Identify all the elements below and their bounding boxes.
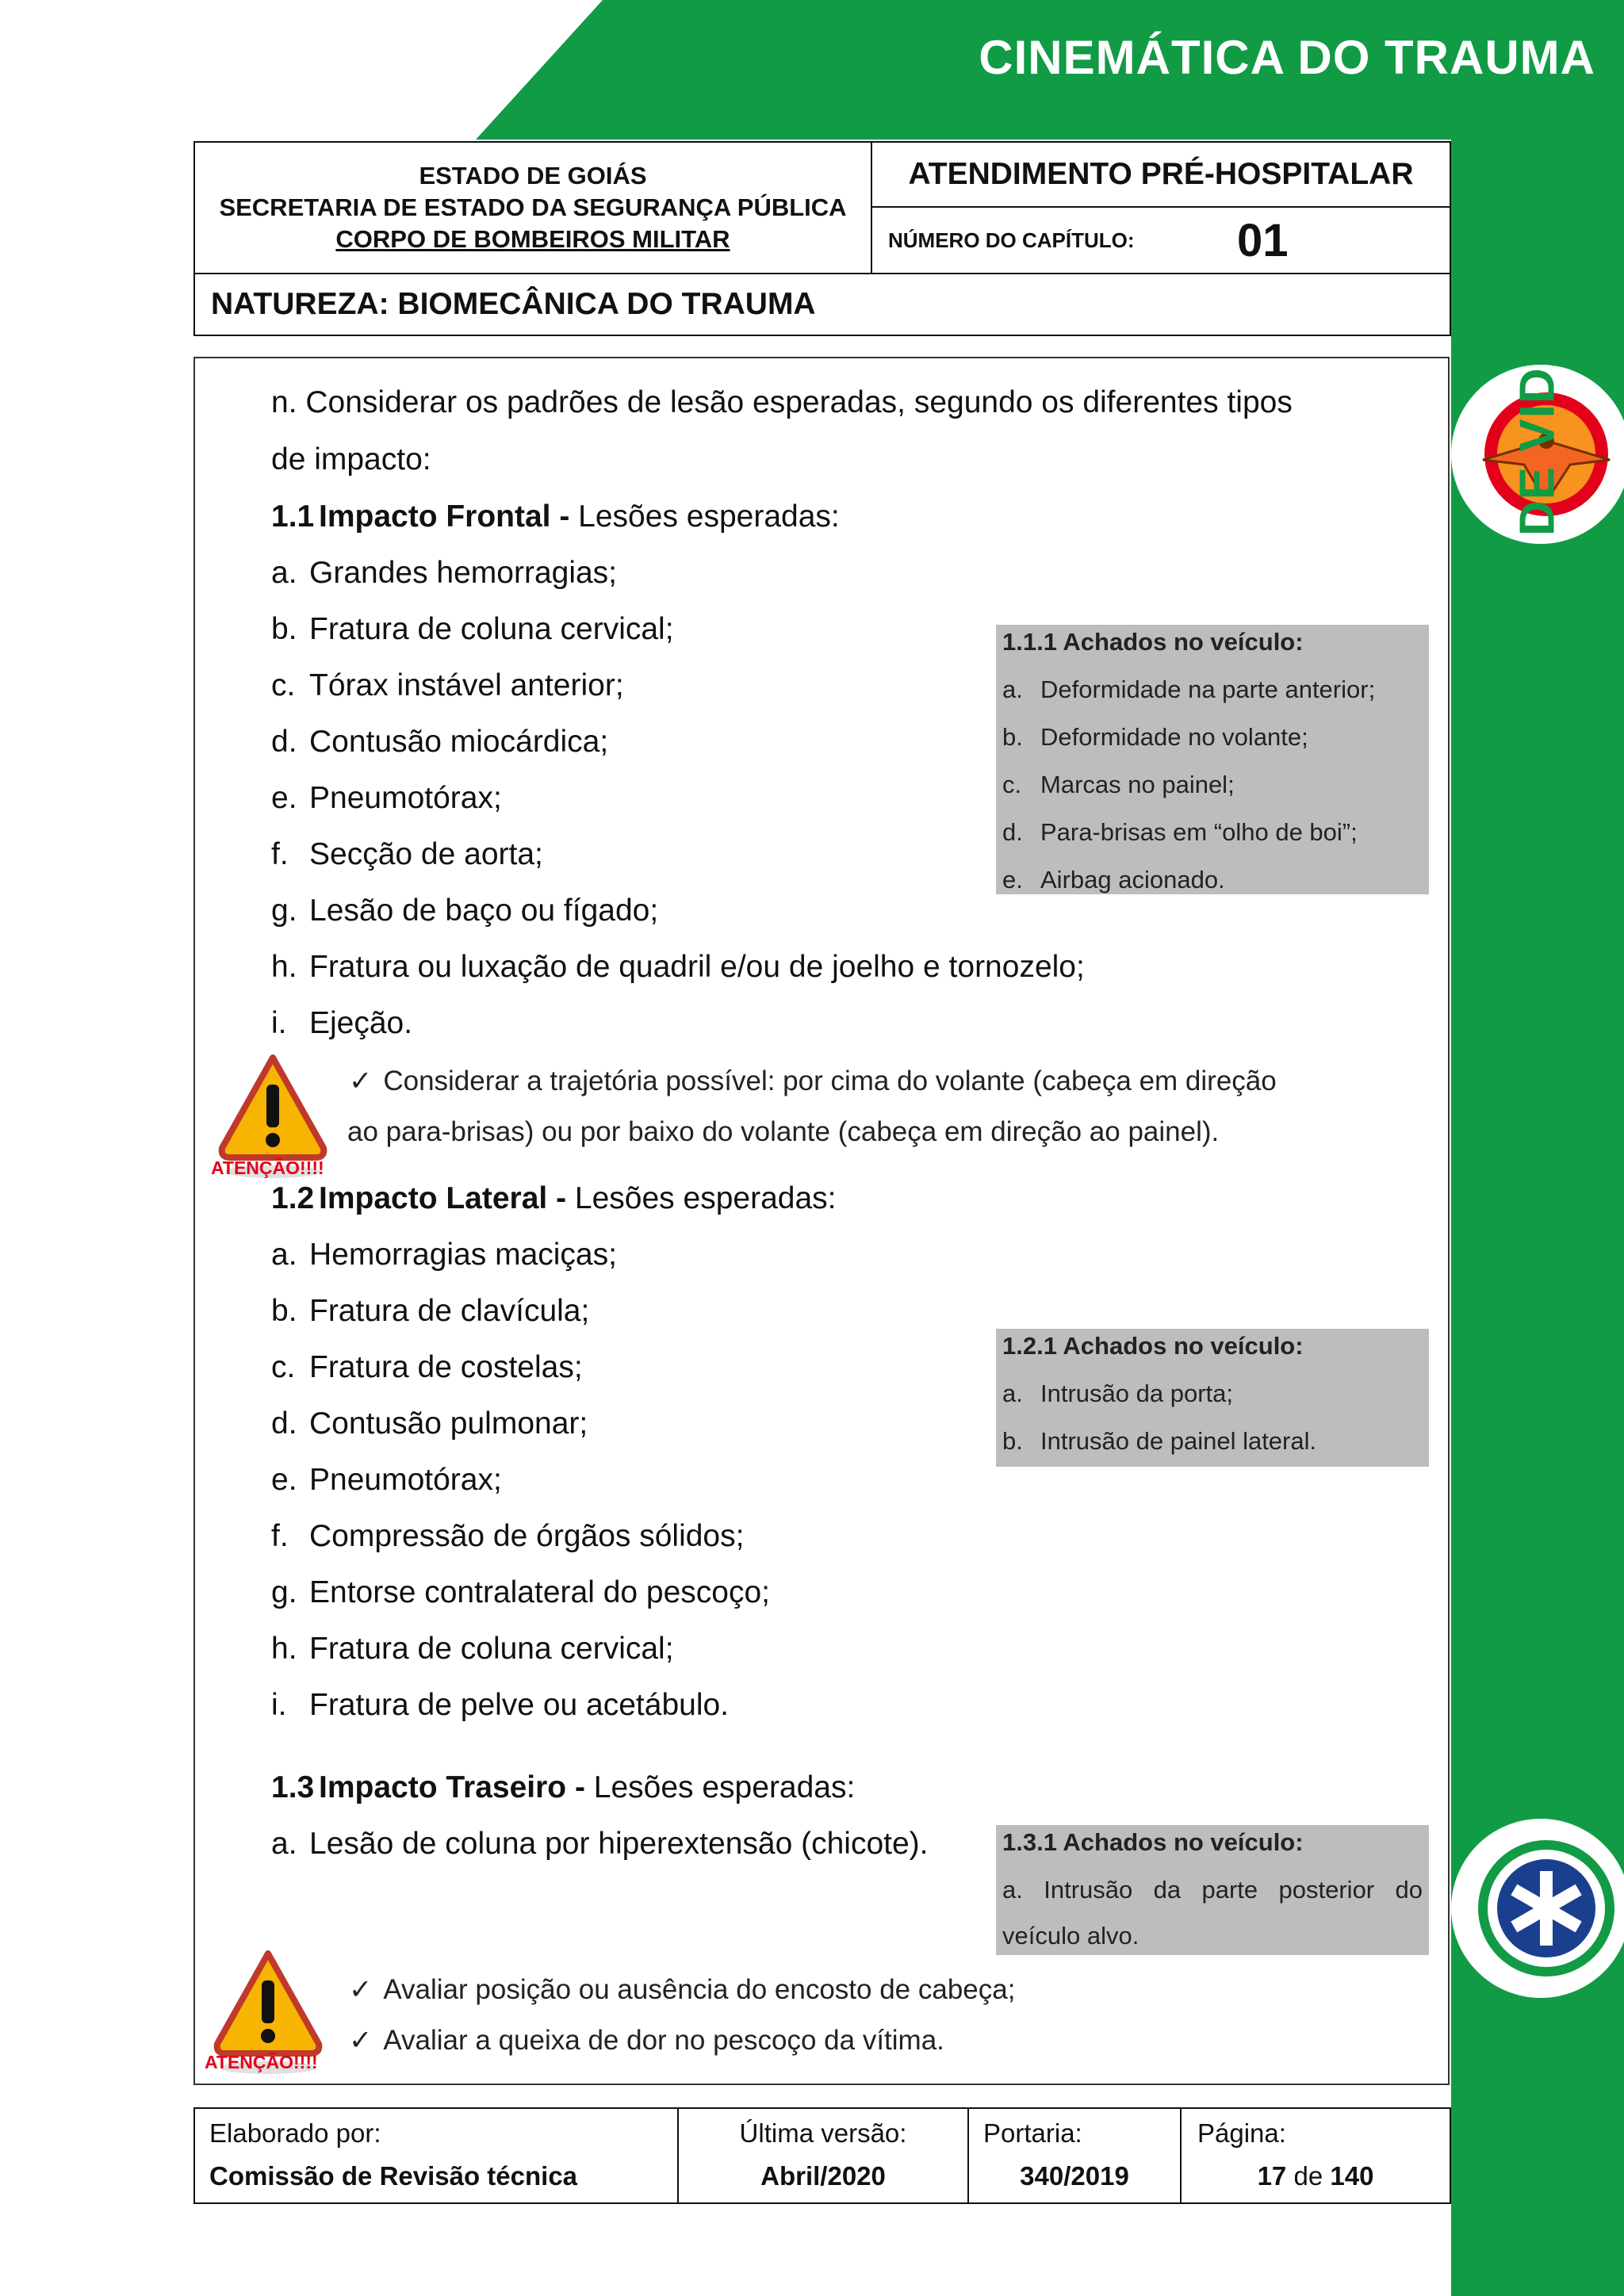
list-item: d. Contusão pulmonar; [271,1406,588,1441]
list-item: c. Tórax instável anterior; [271,668,624,702]
attention-text-2: ao para-brisas) ou por baixo do volante (cabeça em direção ao painel). [347,1116,1220,1147]
page-label: Página: [1197,2118,1286,2148]
footer-ordinance [969,2109,1182,2202]
list-item: c. Fratura de costelas; [271,1350,583,1384]
finding-item: c. Marcas no painel; [1002,771,1235,798]
footer-table [193,2107,1451,2204]
finding-item: a. Intrusão da porta; [1002,1380,1233,1407]
section-lateral-heading [271,1181,836,1216]
footer-version [679,2109,969,2202]
ordinance-value: 340/2019 [1020,2161,1129,2191]
intro-line-2: de impacto: [271,442,431,476]
logo-disc-bottom [1451,1819,1624,1998]
institution-box [193,141,872,274]
section-frontal-heading [271,499,840,534]
list-item: a. Hemorragias maciças; [271,1238,617,1272]
section-title: Impacto Frontal - [319,499,570,534]
list-item: d. Contusão miocárdica; [271,725,609,759]
list-item: a. Lesão de coluna por hiperextensão (chicote). [271,1827,929,1861]
section-suffix: Lesões esperadas: [584,1770,856,1804]
section-number: 1.2 [271,1181,315,1215]
service-box [871,141,1451,208]
ordinance-label: Portaria: [983,2118,1082,2148]
attention-text-1: ✓ Avaliar posição ou ausência do encosto de cabeça; [349,1974,1016,2005]
finding-item: veículo alvo. [1002,1922,1139,1950]
list-item: f. Compressão de órgãos sólidos; [271,1519,745,1553]
findings-title: 1.3.1 Achados no veículo: [1002,1828,1304,1856]
list-item: h. Fratura ou luxação de quadril e/ou de joelho e tornozelo; [271,950,1085,984]
list-item: i. Fratura de pelve ou acetábulo. [271,1688,730,1722]
chapter-number: 01 [1237,214,1289,266]
section-number: 1.1 [271,499,315,534]
check-icon: ✓ [349,2025,373,2056]
footer-page [1182,2109,1450,2202]
prepared-value: Comissão de Revisão técnica [209,2161,578,2191]
finding-item: a. Intrusão da parte posterior do [1002,1876,1423,1904]
attention-text-1: ✓ Considerar a trajetória possível: por cima do volante (cabeça em direção [349,1066,1277,1096]
corps-name: CORPO DE BOMBEIROS MILITAR [335,225,730,253]
finding-item: b. Intrusão de painel lateral. [1002,1427,1317,1455]
section-suffix: Lesões esperadas: [566,1181,837,1215]
version-label: Última versão: [739,2118,907,2148]
section-number: 1.3 [271,1770,315,1804]
finding-item: b. Deformidade no volante; [1002,723,1308,751]
check-icon: ✓ [349,1974,373,2005]
nature-box [193,273,1451,336]
rear-findings-box [996,1825,1429,1955]
finding-item: a. Deformidade na parte anterior; [1002,675,1376,703]
list-item: e. Pneumotórax; [271,1463,502,1497]
attention-text-2: ✓ Avaliar a queixa de dor no pescoço da vítima. [349,2025,944,2056]
list-item: a. Grandes hemorragias; [271,556,618,590]
findings-title: 1.1.1 Achados no veículo: [1002,628,1304,656]
chapter-box [871,206,1451,274]
list-item: e. Pneumotórax; [271,781,502,815]
finding-item: e. Airbag acionado. [1002,866,1225,894]
findings-title: 1.2.1 Achados no veículo: [1002,1332,1304,1360]
check-icon: ✓ [349,1066,373,1096]
frontal-findings-box [996,625,1429,894]
document-title: CINEMÁTICA DO TRAUMA [979,31,1595,84]
footer-prepared [195,2109,679,2202]
attention-label: ATENÇÃO!!!! [211,1158,324,1178]
list-item: g. Lesão de baço ou fígado; [271,894,659,928]
section-rear-heading [271,1770,855,1805]
version-value: Abril/2020 [760,2161,886,2191]
secretariat-name: SECRETARIA DE ESTADO DA SEGURANÇA PÚBLICA [219,193,847,221]
list-item: b. Fratura de coluna cervical; [271,612,674,646]
section-title: Impacto Lateral - [319,1181,567,1215]
list-item: h. Fratura de coluna cervical; [271,1632,674,1666]
page-value: 17 de 140 [1257,2161,1374,2191]
list-item: i. Ejeção. [271,1006,413,1040]
vertical-protocol-title: PROTOCOLO DE SUPORTE BÁSICO DE VIDA [1510,331,1565,1426]
section-title: Impacto Traseiro - [319,1770,585,1804]
finding-item: d. Para-brisas em “olho de boi”; [1002,818,1358,846]
lateral-findings-box [996,1329,1429,1467]
list-item: f. Secção de aorta; [271,837,543,871]
star-of-life-logo [1451,1819,1624,1998]
intro-line-1: n. Considerar os padrões de lesão esperadas, segundo os diferentes tipos [271,385,1293,419]
attention-label: ATENÇÃO!!!! [205,2052,318,2072]
service-name: ATENDIMENTO PRÉ-HOSPITALAR [908,157,1414,191]
state-name: ESTADO DE GOIÁS [419,162,647,189]
list-item: g. Entorse contralateral do pescoço; [271,1575,771,1609]
section-suffix: Lesões esperadas: [569,499,840,534]
prepared-label: Elaborado por: [209,2118,381,2148]
chapter-label: NÚMERO DO CAPÍTULO: [888,228,1135,252]
list-item: b. Fratura de clavícula; [271,1294,590,1328]
nature-title: NATUREZA: BIOMECÂNICA DO TRAUMA [211,287,816,321]
